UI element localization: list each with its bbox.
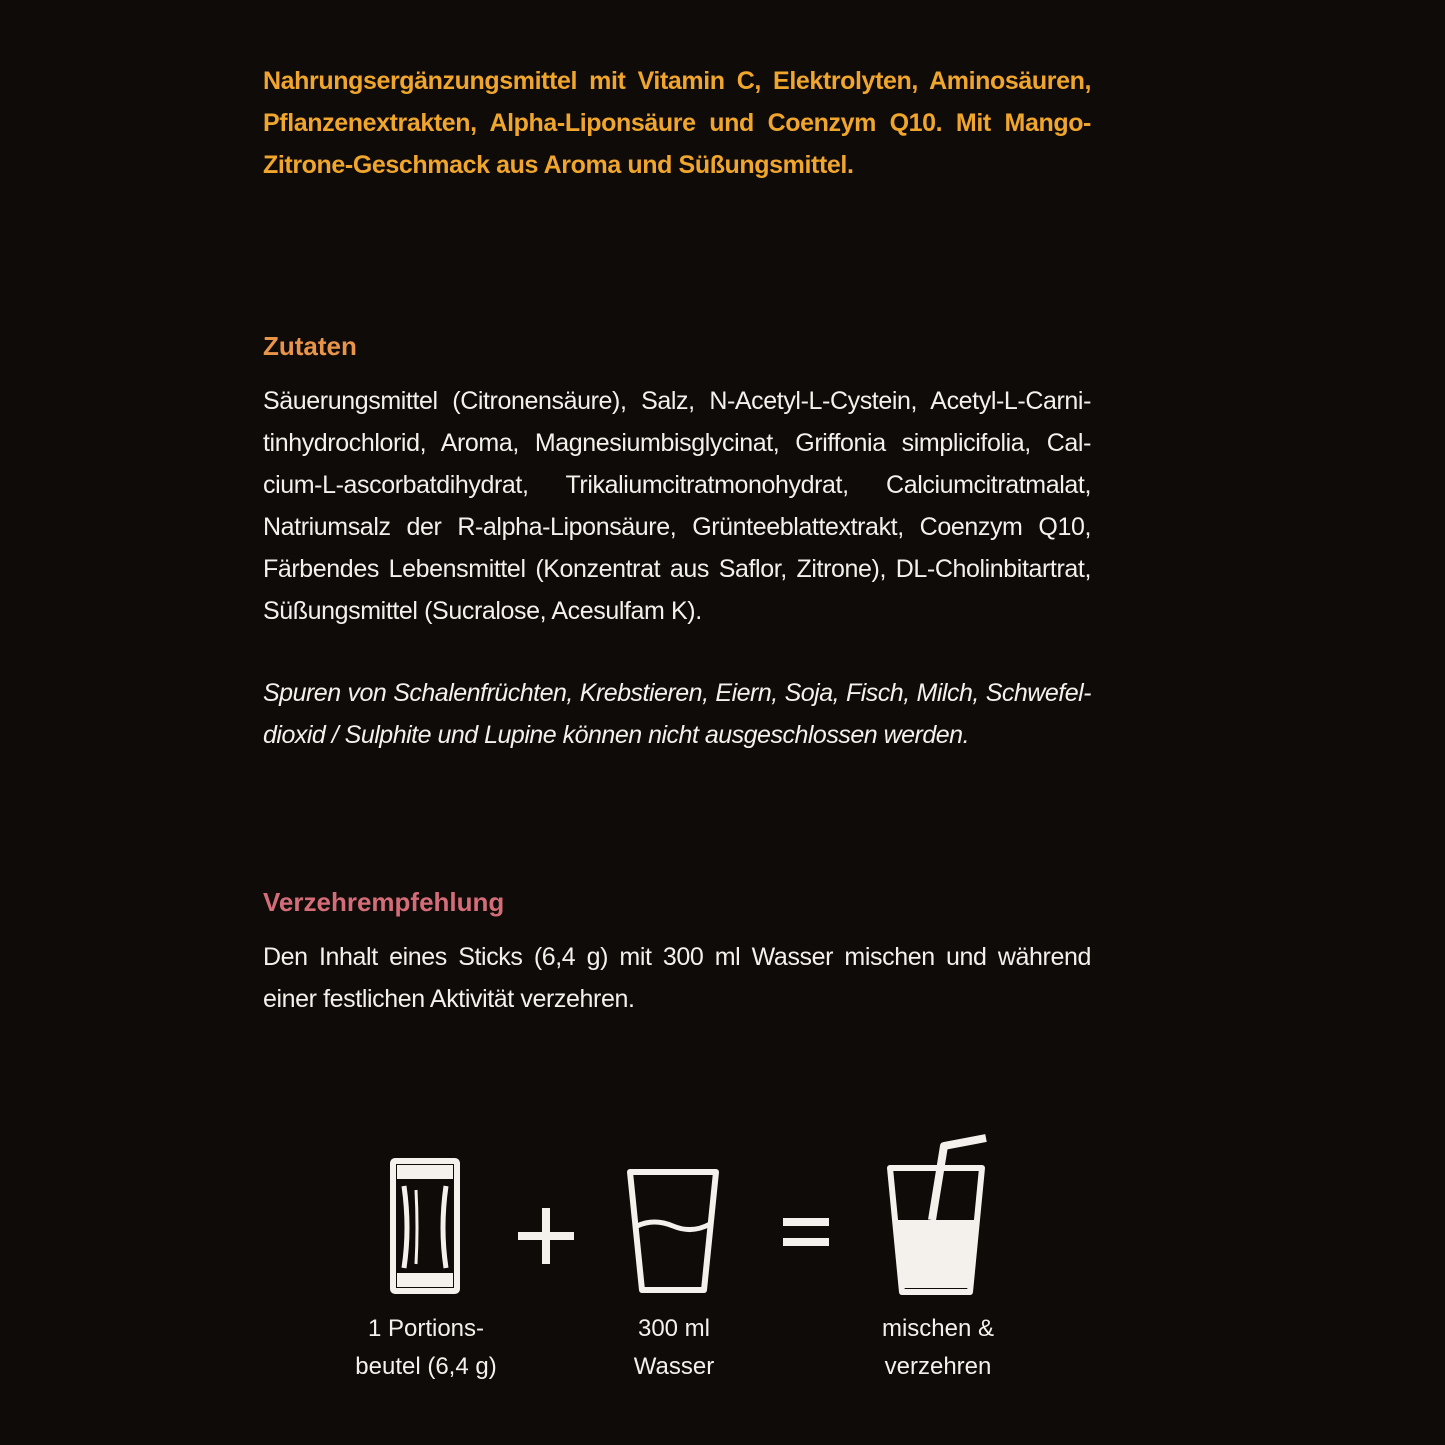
stick-pack-icon <box>388 1156 462 1296</box>
step-caption-line: Wasser <box>633 1353 715 1380</box>
ingredients-list: Säuerungsmittel (Citronensäure), Salz, N-Acetyl-L-Cystein, Acetyl-L-Carni-tinhydrochlorid, Aroma, Magnesiumbisglycinat, Griffonia simplicifolia, Cal-cium-L-ascorbatdihydrat, Trikaliumcitratmonohydrat, Calciumcitratmalat, Natriumsalz der R-alpha-Liponsäure, Grünteeblattextrakt, Coenzym Q10, Färbendes Lebensmittel (Konzentrat aus Saflor, Zitrone), DL-Cholinbitartrat, Süßungsmittel (Sucralose, Acesulfam K). <box>263 387 1091 625</box>
equals-icon <box>781 1212 831 1252</box>
step-caption-stick <box>326 1310 526 1386</box>
drink-with-straw-icon <box>884 1130 992 1296</box>
step-caption-water <box>574 1310 774 1386</box>
product-description: Nahrungsergänzungsmittel mit Vitamin C, Elektrolyten, Aminosäuren, Pflanzenextrakten, Alpha-Liponsäure und Coenzym Q10. Mit Mango-Zitrone-Geschmack aus Aroma und Süßungsmittel. <box>263 67 1091 179</box>
plus-icon <box>516 1206 576 1266</box>
water-glass-icon <box>624 1166 722 1296</box>
step-caption-line: beutel (6,4 g) <box>355 1353 497 1380</box>
step-caption-line: 1 Portions- <box>367 1315 485 1342</box>
usage-instructions: Den Inhalt eines Sticks (6,4 g) mit 300 ml Wasser mischen und während einer festlichen Aktivität verzehren. <box>263 943 1091 1013</box>
label-content <box>263 60 1091 1013</box>
ingredients-heading: Zutaten <box>263 331 357 361</box>
step-caption-mix <box>838 1310 1038 1386</box>
usage-heading: Verzehrempfehlung <box>263 887 505 917</box>
step-caption-line: verzehren <box>884 1353 992 1380</box>
step-caption-line: mischen & <box>881 1315 995 1342</box>
allergen-traces-note: Spuren von Schalenfrüchten, Krebstieren, Eiern, Soja, Fisch, Milch, Schwefel-dioxid / Sulphite und Lupine können nicht ausgeschlossen werden. <box>263 679 1091 749</box>
step-caption-line: 300 ml <box>637 1315 711 1342</box>
